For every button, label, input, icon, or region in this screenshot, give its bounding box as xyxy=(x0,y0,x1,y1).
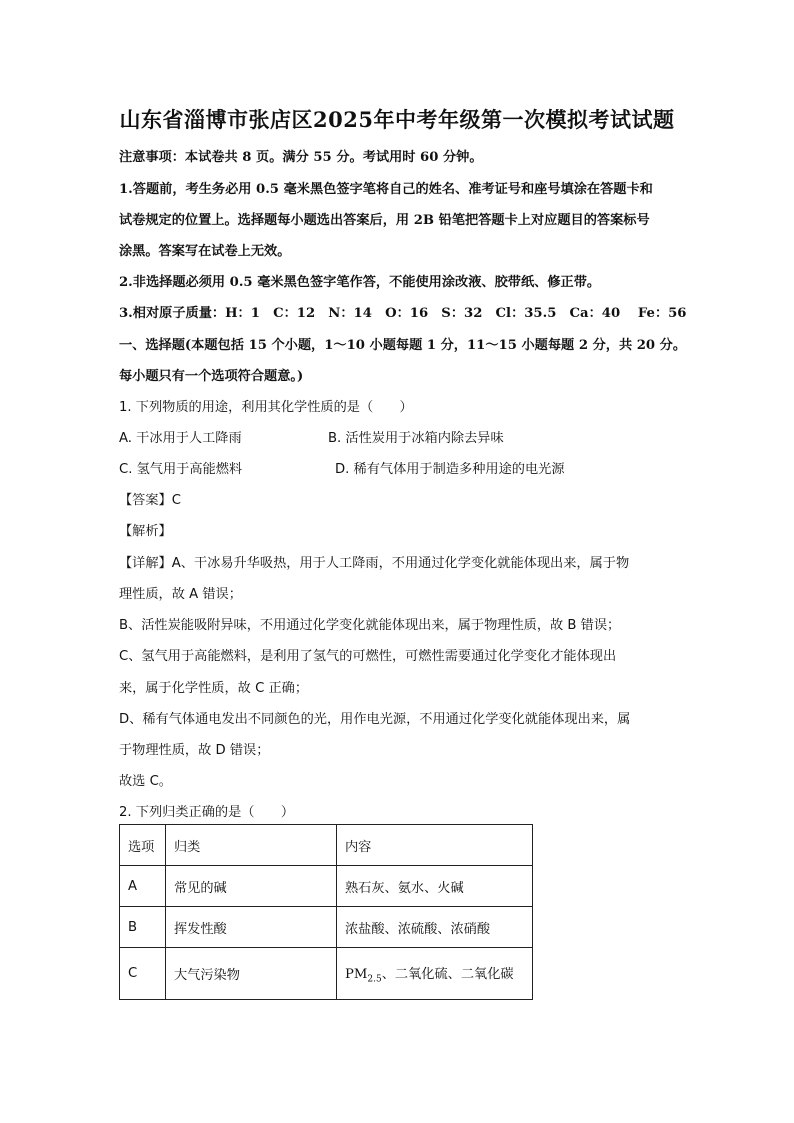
question-1-detail-a-line-2: 理性质，故 A 错误； xyxy=(119,587,242,602)
question-1-detail-d-line-2: 于物理性质，故 D 错误； xyxy=(119,743,270,758)
table-header-cell: 选项 xyxy=(120,825,166,866)
section-heading-line-2: 每小题只有一个选项符合题意。) xyxy=(119,369,304,384)
table-cell: C xyxy=(120,948,166,1000)
notes-header: 注意事项：本试卷共 8 页。满分 55 分。考试用时 60 分钟。 xyxy=(119,150,483,165)
question-1-detail-a-line-1: 【详解】A、干冰易升华吸热，用于人工降雨，不用通过化学变化就能体现出来，属于物 xyxy=(119,556,630,571)
question-1-detail-b: B、活性炭能吸附异味，不用通过化学变化就能体现出来，属于物理性质，故 B 错误； xyxy=(119,618,621,633)
question-1-option-d: D. 稀有气体用于制造多种用途的电光源 xyxy=(335,462,565,477)
section-heading-line-1: 一、选择题(本题包括 15 个小题，1～10 小题每题 1 分，11～15 小题每题 2 分，共 20 分。 xyxy=(119,338,687,353)
table-cell: B xyxy=(120,907,166,948)
table-row xyxy=(120,866,533,907)
pm-label: PM xyxy=(345,966,368,982)
classification-table xyxy=(119,824,533,1000)
page-title: 山东省淄博市张店区2025年中考年级第一次模拟考试试题 xyxy=(119,107,675,132)
pollutant-list: 、二氧化硫、二氧化碳 xyxy=(381,966,514,982)
table-cell: 大气污染物 xyxy=(166,948,337,1000)
table-cell: 常见的碱 xyxy=(166,866,337,907)
table-row xyxy=(120,948,533,1000)
table-cell: 浓盐酸、浓硫酸、浓硝酸 xyxy=(337,907,533,948)
question-1-option-b: B. 活性炭用于冰箱内除去异味 xyxy=(328,431,504,446)
question-1-option-c: C. 氢气用于高能燃料 xyxy=(119,462,243,477)
question-1-answer: 【答案】C xyxy=(119,493,181,508)
table-header-row xyxy=(120,825,533,866)
note-2: 2.非选择题必须用 0.5 毫米黑色签字笔作答，不能使用涂改液、胶带纸、修正带。 xyxy=(119,275,601,290)
question-2-stem: 2. 下列归类正确的是（ ） xyxy=(119,805,295,820)
note-1-line-1: 1.答题前，考生务必用 0.5 毫米黑色签字笔将自己的姓名、准考证号和座号填涂在答题卡和 xyxy=(119,182,653,197)
note-3: 3.相对原子质量：H：1 C：12 N：14 O：16 S：32 Cl：35.5 Ca：40 Fe：56 xyxy=(119,306,687,321)
table-cell: 挥发性酸 xyxy=(166,907,337,948)
question-1-detail-c-line-1: C、氢气用于高能燃料，是利用了氢气的可燃性，可燃性需要通过化学变化才能体现出 xyxy=(119,649,617,664)
table-cell: A xyxy=(120,866,166,907)
question-1-conclusion: 故选 C。 xyxy=(119,774,172,789)
note-1-line-3: 涂黑。答案写在试卷上无效。 xyxy=(119,244,291,259)
question-1-detail-d-line-1: D、稀有气体通电发出不同颜色的光，用作电光源，不用通过化学变化就能体现出来，属 xyxy=(119,712,631,727)
table-cell: 熟石灰、氨水、火碱 xyxy=(337,866,533,907)
question-1-stem: 1. 下列物质的用途，利用其化学性质的是（ ） xyxy=(119,400,413,415)
question-1-option-a: A. 干冰用于人工降雨 xyxy=(119,431,242,446)
pm25-formula xyxy=(345,966,382,985)
note-1-line-2: 试卷规定的位置上。选择题每小题选出答案后，用 2B 铅笔把答题卡上对应题目的答案标号 xyxy=(119,213,650,228)
table-cell xyxy=(337,948,533,1000)
table-header-cell: 内容 xyxy=(337,825,533,866)
table-row xyxy=(120,907,533,948)
pm-subscript: 2.5 xyxy=(367,974,382,985)
question-1-analysis-label: 【解析】 xyxy=(119,524,172,539)
question-1-detail-c-line-2: 来，属于化学性质，故 C 正确； xyxy=(119,681,309,696)
table-header-cell: 归类 xyxy=(166,825,337,866)
